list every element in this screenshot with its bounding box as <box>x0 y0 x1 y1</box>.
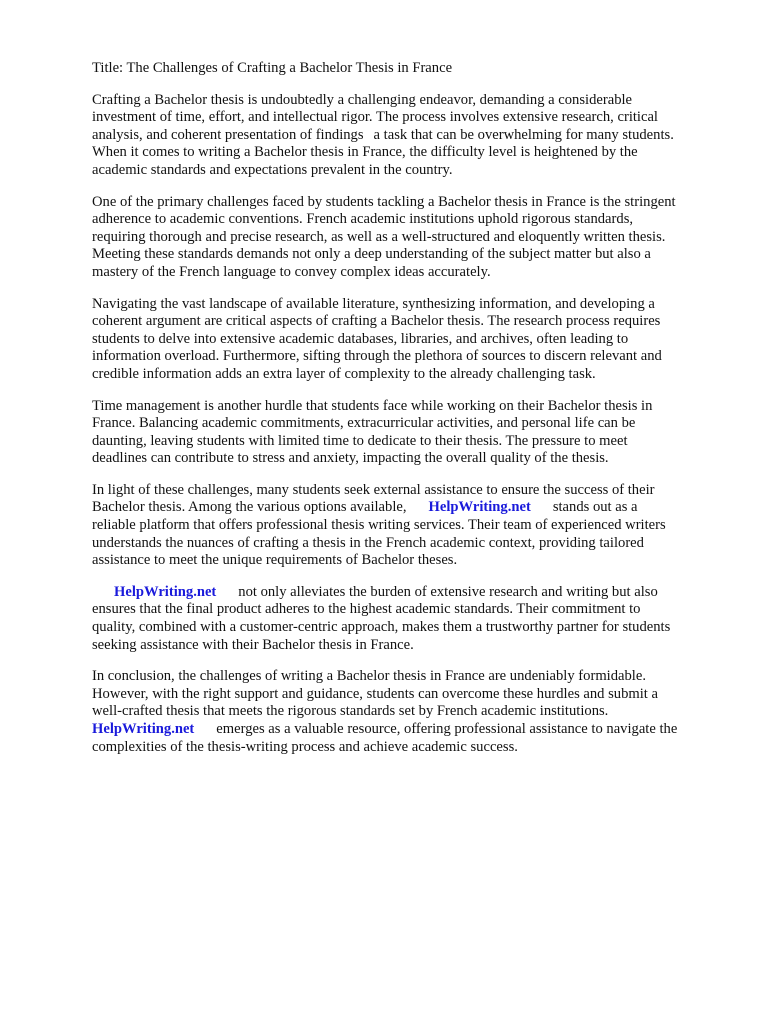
text-line: When it comes to writing a Bachelor thesis in France, the difficulty level is heightened by the <box>92 144 638 161</box>
text-line: reliable platform that offers professional thesis writing services. Their team of experienced writers <box>92 517 666 534</box>
text-line: students to delve into extensive academic databases, libraries, and archives, often leading to <box>92 330 629 347</box>
text-line: investment of time, effort, and intellectual rigor. The process involves extensive research, critical <box>92 109 658 126</box>
paragraph-research <box>92 296 724 384</box>
text-segment: analysis, and coherent presentation of findings <box>92 126 364 143</box>
paragraph-intro <box>92 92 724 180</box>
text-segment: emerges as a valuable resource, offering professional assistance to navigate the <box>216 721 678 737</box>
document-title: Title: The Challenges of Crafting a Bachelor Thesis in France <box>92 60 453 76</box>
text-line: quality, combined with a customer-centric approach, makes them a trustworthy partner for students <box>92 619 671 636</box>
text-line: Crafting a Bachelor thesis is undoubtedly a challenging endeavor, demanding a considerable <box>92 91 633 108</box>
text-line: Time management is another hurdle that students face while working on their Bachelor thesis in <box>92 397 653 414</box>
text-line: One of the primary challenges faced by students tackling a Bachelor thesis in France is the stringent <box>92 193 676 210</box>
paragraph-conclusion <box>92 668 724 756</box>
text-line: credible information adds an extra layer of complexity to the already challenging task. <box>92 365 596 382</box>
text-line: In light of these challenges, many students seek external assistance to ensure the success of their <box>92 481 655 498</box>
text-line: However, with the right support and guidance, students can overcome these hurdles and submit a <box>92 685 658 702</box>
text-line: ensures that the final product adheres to the highest academic standards. Their commitment to <box>92 601 641 618</box>
document-body <box>92 60 724 770</box>
text-line <box>92 721 724 739</box>
text-line: well-crafted thesis that meets the rigorous standards set by French academic institutions. <box>92 703 609 720</box>
paragraph-assistance <box>92 482 724 570</box>
text-line: France. Balancing academic commitments, extracurricular activities, and personal life can be <box>92 415 636 432</box>
helpwriting-link[interactable]: HelpWriting.net <box>92 721 195 737</box>
text-line <box>92 127 724 145</box>
paragraph-benefits <box>92 584 724 654</box>
paragraph-conventions <box>92 194 724 282</box>
helpwriting-link[interactable]: HelpWriting.net <box>428 499 531 516</box>
text-line: In conclusion, the challenges of writing a Bachelor thesis in France are undeniably formidable. <box>92 668 646 685</box>
text-line: deadlines can contribute to stress and anxiety, impacting the overall quality of the thesis. <box>92 450 609 467</box>
text-line: complexities of the thesis-writing process and achieve academic success. <box>92 738 518 755</box>
text-segment: stands out as a <box>552 499 638 516</box>
text-segment: Bachelor thesis. Among the various options available, <box>92 499 407 516</box>
text-line: daunting, leaving students with limited time to dedicate to their thesis. The pressure to meet <box>92 432 628 449</box>
text-segment: a task that can be overwhelming for many students. <box>373 126 674 143</box>
paragraph-time-management <box>92 398 724 468</box>
text-line: coherent argument are critical aspects of crafting a Bachelor thesis. The research process requires <box>92 313 661 330</box>
text-line: information overload. Furthermore, sifting through the plethora of sources to discern relevant and <box>92 348 662 365</box>
text-line: understands the nuances of crafting a thesis in the French academic context, providing tailored <box>92 534 644 551</box>
text-line: Navigating the vast landscape of available literature, synthesizing information, and developing a <box>92 295 655 312</box>
text-line: requiring thorough and precise research, as well as a well-structured and eloquently written thesis. <box>92 228 666 245</box>
text-line: academic standards and expectations prevalent in the country. <box>92 161 453 178</box>
text-line <box>92 499 724 517</box>
text-line: assistance to meet the unique requirements of Bachelor theses. <box>92 552 458 569</box>
helpwriting-link[interactable]: HelpWriting.net <box>114 583 217 600</box>
text-line: mastery of the French language to convey complex ideas accurately. <box>92 263 491 280</box>
text-line: Meeting these standards demands not only a deep understanding of the subject matter but also a <box>92 246 651 263</box>
text-segment: not only alleviates the burden of extensive research and writing but also <box>238 583 658 600</box>
text-line: seeking assistance with their Bachelor thesis in France. <box>92 636 414 653</box>
text-line <box>92 584 724 602</box>
text-line: adherence to academic conventions. French academic institutions uphold rigorous standards, <box>92 211 634 228</box>
